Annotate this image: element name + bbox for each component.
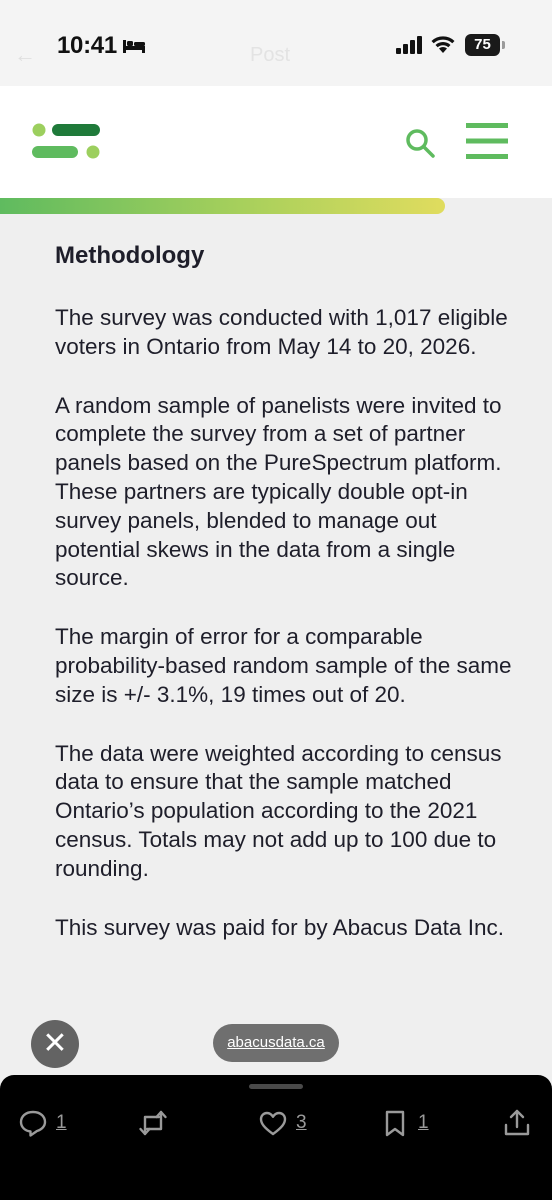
repost-action[interactable] bbox=[138, 1107, 176, 1139]
status-bar bbox=[0, 0, 552, 86]
section-heading: Methodology bbox=[55, 242, 205, 269]
bookmark-icon bbox=[380, 1108, 410, 1138]
reply-icon bbox=[18, 1108, 48, 1138]
abacus-logo[interactable] bbox=[32, 122, 102, 160]
share-action[interactable] bbox=[502, 1107, 532, 1139]
battery-icon bbox=[465, 34, 505, 56]
ghost-post-title: Post bbox=[250, 44, 291, 66]
bed-icon bbox=[122, 38, 146, 54]
wifi-icon bbox=[430, 34, 456, 54]
reply-count: 1 bbox=[56, 1112, 67, 1133]
site-header bbox=[0, 86, 552, 198]
paragraph-sample: The survey was conducted with 1,017 eligible voters in Ontario from May 14 to 20, 2026. bbox=[55, 305, 508, 359]
header-gradient-bar bbox=[0, 198, 445, 214]
heart-icon bbox=[258, 1108, 288, 1138]
source-domain-link[interactable]: abacusdata.ca bbox=[213, 1024, 339, 1062]
post-action-bar bbox=[0, 1075, 552, 1200]
bookmark-action[interactable] bbox=[380, 1107, 429, 1139]
like-count: 3 bbox=[296, 1112, 307, 1133]
search-icon[interactable] bbox=[404, 127, 436, 159]
paragraph-panels: A random sample of panelists were invited to complete the survey from a set of partner panels based on the PureSpectrum platform. These partners are typically double opt-in survey panels, blended to manage out potential skews in the data from a single source. bbox=[55, 392, 502, 591]
cell-signal-icon bbox=[396, 36, 422, 54]
paragraph-margin-of-error: The margin of error for a comparable probability-based random sample of the same size is +/- 3.1%, 19 times out of 20. bbox=[55, 624, 512, 707]
article-body bbox=[55, 240, 515, 972]
hamburger-menu-icon[interactable] bbox=[466, 123, 508, 159]
paragraph-sponsor: This survey was paid for by Abacus Data Inc. bbox=[55, 914, 504, 940]
back-arrow-icon[interactable]: ← bbox=[14, 42, 36, 67]
battery-level: 75 bbox=[474, 36, 491, 53]
share-icon bbox=[502, 1108, 532, 1138]
paragraph-weighting: The data were weighted according to census data to ensure that the sample matched Ontario’s population according to the 2021 census. Totals may not add up to 100 due to rounding. bbox=[55, 740, 502, 881]
repost-icon bbox=[138, 1108, 168, 1138]
like-action[interactable] bbox=[258, 1107, 307, 1139]
reply-action[interactable] bbox=[18, 1107, 67, 1139]
close-button[interactable]: ✕ bbox=[31, 1020, 79, 1068]
sheet-grabber[interactable] bbox=[249, 1084, 303, 1089]
status-time: 10:41 bbox=[57, 32, 117, 59]
bookmark-count: 1 bbox=[418, 1112, 429, 1133]
